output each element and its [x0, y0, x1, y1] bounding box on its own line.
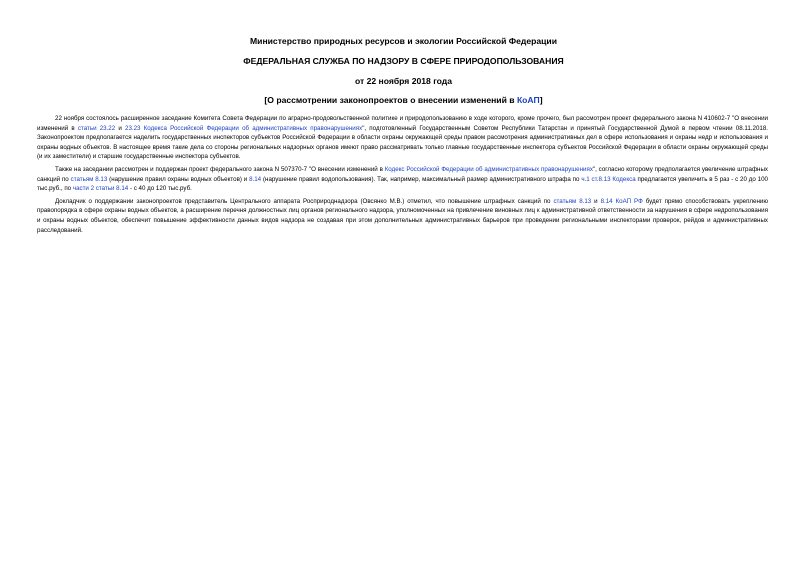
link-articles-8-13[interactable]: статьям 8.13 [553, 197, 592, 205]
paragraph-text: ", подготовленный Государственным Советом Республики Татарстан и принятый Государственной Думой в первом чтении 08.11.2018. Законопроектом предполагается наделить государственных инспекторов субъектов Российской Федерации в области охраны окружающей среды правом рассмотрения административных дел в сфере использования и охраны недр и использования и охраны водных объектов. В настоящее время такие дела со стороны региональных надзорных органов имеют право рассматривать только главные государственные инспектора субъектов Российской Федерации в области охраны окружающей среды (и их заместители) и старшие государственные инспектора субъектов. [37, 124, 768, 161]
paragraph-text: будет прямо способствовать укреплению правопорядка в сфере охраны водных объектов, а расширение перечня должностных лиц органов регионального надзора, уполномоченных на привлечение виновных лиц к административной ответственности за нарушения в сфере недропользования и охраны водных объектов, обеспечит повышение эффективности данных видов надзора не создавая при этом дополнительных административных барьеров при проведении региональными инспекторами проверок, рейдов и административных расследований. [37, 197, 768, 234]
document-topic [0, 95, 807, 106]
paragraph-text: и [115, 124, 126, 132]
link-article-23-23-koap[interactable]: 23.23 Кодекса Российской Федерации об административных правонарушениях [125, 124, 363, 132]
paragraph-1 [37, 114, 768, 162]
service-title: ФЕДЕРАЛЬНАЯ СЛУЖБА ПО НАДЗОРУ В СФЕРЕ ПРИРОДОПОЛЬЗОВАНИЯ [243, 56, 564, 66]
link-koap-code[interactable]: Кодекс Российской Федерации об административных правонарушениях [384, 165, 593, 173]
link-part-2-article-8-14[interactable]: части 2 статьи 8.14 [72, 185, 129, 193]
paragraph-2 [37, 165, 768, 194]
paragraph-text: 22 ноября состоялось расширенное заседание Комитета Совета Федерации по аграрно-продовольственной политике и природопользованию в ходе которого, кроме прочего, был рассмотрен проект федерального закона N 410602-7 "О внесении изменений в [37, 115, 768, 132]
link-article-23-22[interactable]: статьи 23.22 [77, 124, 116, 132]
link-article-8-13[interactable]: статьям 8.13 [70, 175, 108, 183]
link-article-8-14[interactable]: 8.14 [249, 175, 262, 183]
paragraph-text: Также на заседании рассмотрен и поддержан проект федерального закона N 507370-7 "О внесении изменений в [55, 165, 385, 173]
paragraph-text: ", согласно которому предполагается увеличение штрафных санкций по [37, 165, 768, 183]
topic-prefix: [О рассмотрении законопроектов о внесении изменений в [264, 95, 517, 105]
paragraph-text: (нарушение правил водопользования). Так, например, максимальный размер административного штрафа по [261, 175, 582, 183]
paragraph-text: и [591, 197, 601, 205]
paragraph-text: Докладчик о поддержании законопроектов представитель Центрального аппарата Росприроднадзора (Овсянко М.В.) отметил, что повышение штрафных санкций по [55, 197, 554, 205]
topic-koap-link[interactable]: КоАП [516, 95, 540, 105]
paragraph-text: - с 40 до 120 тыс.руб. [128, 185, 192, 193]
paragraph-text: (нарушение правил охраны водных объектов) и [107, 175, 250, 183]
document-body [37, 114, 768, 238]
document-date: от 22 ноября 2018 года [354, 76, 453, 86]
topic-suffix: ] [539, 95, 543, 105]
link-part-1-article-8-13[interactable]: ч.1 ст.8.13 Кодекса [581, 175, 636, 183]
link-article-8-14-koap-rf[interactable]: 8.14 КоАП РФ [600, 197, 643, 205]
paragraph-text: предлагается увеличить в 5 раз - с 20 до 100 тыс.руб., по [37, 175, 768, 193]
ministry-title: Министерство природных ресурсов и экологии Российской Федерации [250, 36, 557, 46]
paragraph-3 [37, 197, 768, 235]
